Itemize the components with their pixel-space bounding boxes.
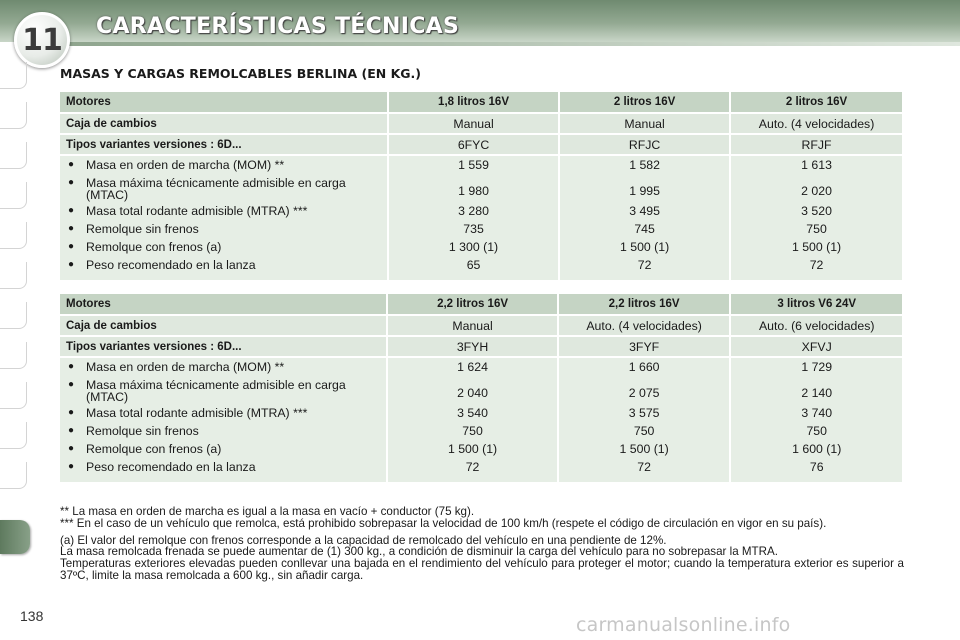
tipos-label: Tipos variantes versiones : 6D... bbox=[60, 337, 386, 356]
motores-label: Motores bbox=[60, 294, 386, 314]
value-column: 1 613 2 020 3 520 750 1 500 (1) 72 bbox=[731, 156, 902, 280]
gearbox-row bbox=[60, 316, 902, 335]
list-item: ● Masa en orden de marcha (MOM) ** bbox=[68, 158, 285, 172]
bullet-icon: ● bbox=[68, 461, 75, 472]
list-item: ● Masa máxima técnicamente admisible en carga (MTAC) bbox=[68, 378, 346, 404]
motores-label: Motores bbox=[60, 92, 387, 112]
engine-cell: 2 litros 16V bbox=[731, 92, 902, 112]
gearbox-row bbox=[60, 114, 902, 133]
engine-cell: 2 litros 16V bbox=[560, 92, 729, 112]
section-title: MASAS Y CARGAS REMOLCABLES BERLINA (EN KG.) bbox=[60, 66, 422, 81]
gearbox-cell: Manual bbox=[560, 114, 729, 133]
note-a: (a) El valor del remolque con frenos corresponde a la capacidad de remolcado del vehículo en una pendiente de 12%. bbox=[60, 533, 667, 547]
types-row bbox=[60, 337, 902, 356]
chapter-title: CARACTERÍSTICAS TÉCNICAS bbox=[96, 14, 460, 39]
side-margin-notches bbox=[0, 62, 28, 532]
chapter-number-badge: 11 bbox=[14, 12, 70, 68]
caja-label: Caja de cambios bbox=[60, 316, 386, 335]
type-cell: 6FYC bbox=[389, 135, 558, 154]
type-cell: RFJF bbox=[731, 135, 902, 154]
type-cell: 3FYH bbox=[388, 337, 557, 356]
list-item: ● Remolque sin frenos bbox=[68, 222, 199, 236]
engines-row bbox=[60, 92, 902, 112]
bullet-icon: ● bbox=[68, 443, 75, 454]
list-item: ● Masa máxima técnicamente admisible en carga (MTAC) bbox=[68, 176, 346, 202]
value-column: 1 624 2 040 3 540 750 1 500 (1) 72 bbox=[388, 358, 557, 482]
bullet-icon: ● bbox=[68, 241, 75, 252]
engine-cell: 3 litros V6 24V bbox=[731, 294, 902, 314]
mass-data-row bbox=[60, 156, 902, 280]
bullet-icon: ● bbox=[68, 223, 75, 234]
gearbox-cell: Auto. (6 velocidades) bbox=[731, 316, 902, 335]
footnotes bbox=[60, 506, 904, 582]
watermark: carmanualsonline.info bbox=[576, 614, 791, 636]
bullet-icon: ● bbox=[68, 159, 75, 170]
bullet-icon: ● bbox=[68, 425, 75, 436]
list-item: ● Masa en orden de marcha (MOM) ** bbox=[68, 360, 285, 374]
tipos-label: Tipos variantes versiones : 6D... bbox=[60, 135, 387, 154]
list-item: ● Remolque con frenos (a) bbox=[68, 442, 222, 456]
bullet-icon: ● bbox=[68, 177, 75, 188]
bullet-icon: ● bbox=[68, 205, 75, 216]
note-mtra: *** En el caso de un vehículo que remolca, está prohibido sobrepasar la velocidad de 100 km/h (respete el código de circulación en vigor en su país). bbox=[60, 516, 827, 530]
mass-labels bbox=[60, 156, 387, 280]
bullet-icon: ● bbox=[68, 259, 75, 270]
mass-labels bbox=[60, 358, 386, 482]
bullet-icon: ● bbox=[68, 361, 75, 372]
page-number: 138 bbox=[20, 608, 44, 624]
engine-cell: 1,8 litros 16V bbox=[389, 92, 558, 112]
type-cell: RFJC bbox=[560, 135, 729, 154]
bullet-icon: ● bbox=[68, 379, 75, 390]
chapter-side-tab[interactable] bbox=[0, 520, 30, 554]
note-reduction: La masa remolcada frenada se puede aumentar de (1) 300 kg., a condición de disminuir la carga del vehículo para no sobrepasar la MTRA. bbox=[60, 545, 778, 559]
gearbox-cell: Auto. (4 velocidades) bbox=[559, 316, 730, 335]
header-stripe bbox=[60, 42, 960, 46]
list-item: ● Masa total rodante admisible (MTRA) *** bbox=[68, 204, 308, 218]
list-item: ● Masa total rodante admisible (MTRA) *** bbox=[68, 406, 308, 420]
spec-table-1 bbox=[58, 90, 904, 282]
types-row bbox=[60, 135, 902, 154]
type-cell: XFVJ bbox=[731, 337, 902, 356]
value-column: 1 582 1 995 3 495 745 1 500 (1) 72 bbox=[560, 156, 729, 280]
value-column: 1 559 1 980 3 280 735 1 300 (1) 65 bbox=[389, 156, 558, 280]
gearbox-cell: Manual bbox=[388, 316, 557, 335]
spec-table-2 bbox=[58, 292, 904, 484]
engine-cell: 2,2 litros 16V bbox=[559, 294, 730, 314]
type-cell: 3FYF bbox=[559, 337, 730, 356]
mass-data-row bbox=[60, 358, 902, 482]
value-column: 1 660 2 075 3 575 750 1 500 (1) 72 bbox=[559, 358, 730, 482]
list-item: ● Remolque con frenos (a) bbox=[68, 240, 222, 254]
engines-row bbox=[60, 294, 902, 314]
list-item: ● Peso recomendado en la lanza bbox=[68, 258, 256, 272]
gearbox-cell: Auto. (4 velocidades) bbox=[731, 114, 902, 133]
list-item: ● Remolque sin frenos bbox=[68, 424, 199, 438]
list-item: ● Peso recomendado en la lanza bbox=[68, 460, 256, 474]
value-column: 1 729 2 140 3 740 750 1 600 (1) 76 bbox=[731, 358, 902, 482]
caja-label: Caja de cambios bbox=[60, 114, 387, 133]
note-mom: ** La masa en orden de marcha es igual a la masa en vacío + conductor (75 kg). bbox=[60, 505, 475, 518]
engine-cell: 2,2 litros 16V bbox=[388, 294, 557, 314]
gearbox-cell: Manual bbox=[389, 114, 558, 133]
note-temperature: Temperaturas exteriores elevadas pueden conllevar una bajada en el rendimiento del vehículo para proteger el motor; cuando la temperatura exterior es superior a 37ºC, limite la masa remolcada a 600 kg., sin añadir carga. bbox=[60, 557, 904, 582]
bullet-icon: ● bbox=[68, 407, 75, 418]
